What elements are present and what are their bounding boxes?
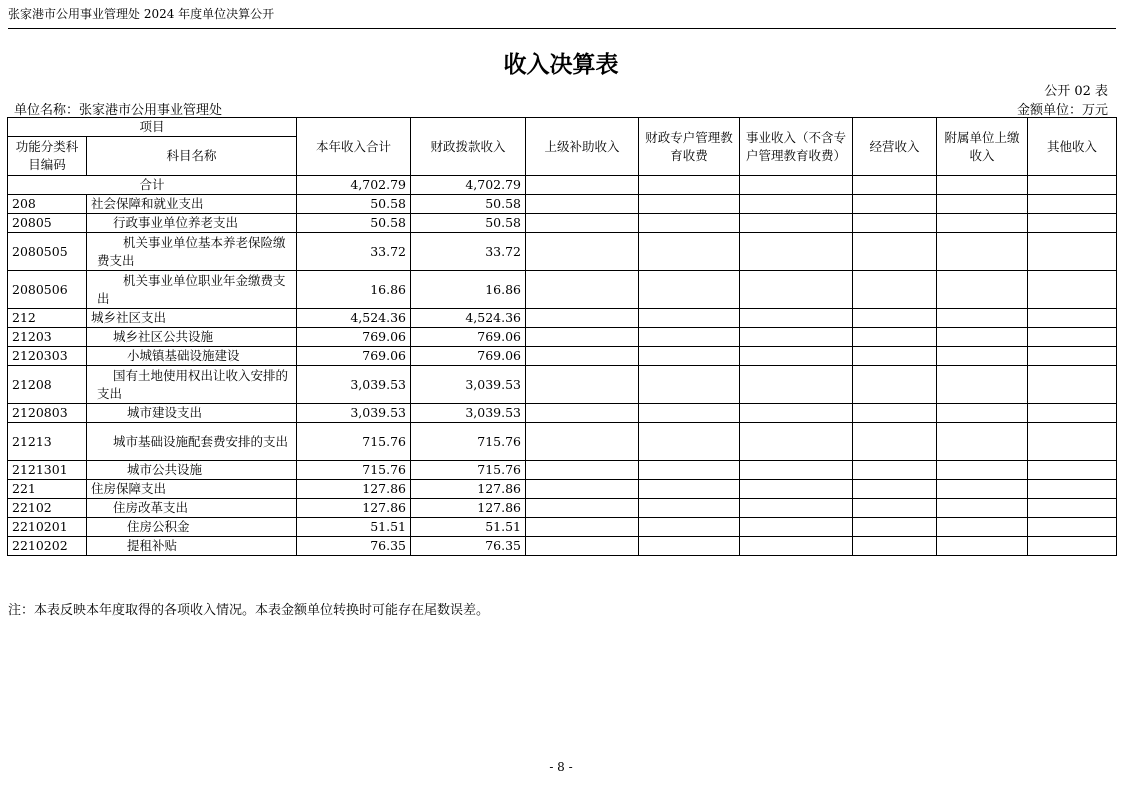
row-fiscal: 4,524.36 — [411, 309, 526, 328]
row-code: 2120303 — [8, 347, 87, 366]
row-fiscal: 715.76 — [411, 423, 526, 461]
row-fiscal: 3,039.53 — [411, 404, 526, 423]
header-name: 科目名称 — [87, 137, 297, 176]
header-total: 本年收入合计 — [297, 118, 411, 176]
row-name: 小城镇基础设施建设 — [87, 347, 297, 366]
table-row — [8, 537, 1117, 556]
row-name: 提租补贴 — [87, 537, 297, 556]
row-total: 127.86 — [297, 480, 411, 499]
row-total: 16.86 — [297, 271, 411, 309]
row-total: 127.86 — [297, 499, 411, 518]
table-row — [8, 271, 1117, 309]
row-name: 机关事业单位基本养老保险缴费支出 — [87, 233, 297, 271]
row-name: 机关事业单位职业年金缴费支出 — [87, 271, 297, 309]
row-name: 城乡社区支出 — [87, 309, 297, 328]
row-name: 住房公积金 — [87, 518, 297, 537]
table-row — [8, 309, 1117, 328]
table-row — [8, 366, 1117, 404]
header-code: 功能分类科目编码 — [8, 137, 87, 176]
row-name: 城市建设支出 — [87, 404, 297, 423]
row-fiscal: 769.06 — [411, 347, 526, 366]
header-edu-fee: 财政专户管理教育收费 — [639, 118, 740, 176]
row-total: 33.72 — [297, 233, 411, 271]
row-fiscal: 715.76 — [411, 461, 526, 480]
row-name: 住房保障支出 — [87, 480, 297, 499]
row-code: 2080506 — [8, 271, 87, 309]
row-name: 国有土地使用权出让收入安排的支出 — [87, 366, 297, 404]
row-code: 221 — [8, 480, 87, 499]
table-row — [8, 195, 1117, 214]
row-fiscal: 127.86 — [411, 499, 526, 518]
row-code: 208 — [8, 195, 87, 214]
table-row — [8, 480, 1117, 499]
row-total: 3,039.53 — [297, 366, 411, 404]
row-total: 76.35 — [297, 537, 411, 556]
row-fiscal: 3,039.53 — [411, 366, 526, 404]
table-code: 公开 02 表 — [1044, 84, 1108, 99]
row-code: 2210201 — [8, 518, 87, 537]
header-fiscal: 财政拨款收入 — [411, 118, 526, 176]
table-row — [8, 214, 1117, 233]
page-number: - 8 - — [549, 760, 573, 774]
row-code: 2080505 — [8, 233, 87, 271]
table-row — [8, 347, 1117, 366]
row-fiscal: 50.58 — [411, 214, 526, 233]
row-code: 2210202 — [8, 537, 87, 556]
money-unit: 金额单位：万元 — [1016, 103, 1108, 118]
table-row — [8, 499, 1117, 518]
header-item-group: 项目 — [8, 118, 297, 137]
row-code: 20805 — [8, 214, 87, 233]
table-row — [8, 233, 1117, 271]
table-row — [8, 404, 1117, 423]
row-total: 51.51 — [297, 518, 411, 537]
row-code: 22102 — [8, 499, 87, 518]
total-label: 合计 — [8, 176, 297, 195]
header-business: 事业收入（不含专户管理教育收费） — [740, 118, 853, 176]
row-total: 715.76 — [297, 461, 411, 480]
row-fiscal: 769.06 — [411, 328, 526, 347]
row-fiscal: 76.35 — [411, 537, 526, 556]
row-name: 行政事业单位养老支出 — [87, 214, 297, 233]
total-row — [8, 176, 1117, 195]
total-amount: 4,702.79 — [297, 176, 411, 195]
table-row — [8, 423, 1117, 461]
row-code: 21203 — [8, 328, 87, 347]
table-row — [8, 328, 1117, 347]
row-total: 50.58 — [297, 214, 411, 233]
row-total: 50.58 — [297, 195, 411, 214]
page-title: 收入决算表 — [503, 52, 619, 78]
row-code: 212 — [8, 309, 87, 328]
header-superior: 上级补助收入 — [526, 118, 639, 176]
row-fiscal: 50.58 — [411, 195, 526, 214]
row-name: 城乡社区公共设施 — [87, 328, 297, 347]
table-note: 注：本表反映本年度取得的各项收入情况。本表金额单位转换时可能存在尾数误差。 — [8, 603, 490, 618]
income-table — [7, 117, 1117, 556]
table-row — [8, 461, 1117, 480]
row-name: 住房改革支出 — [87, 499, 297, 518]
row-total: 4,524.36 — [297, 309, 411, 328]
row-total: 769.06 — [297, 347, 411, 366]
running-header: 张家港市公用事业管理处 2024 年度单位决算公开 — [8, 7, 275, 21]
table-row — [8, 518, 1117, 537]
row-name: 社会保障和就业支出 — [87, 195, 297, 214]
header-affiliated: 附属单位上缴收入 — [937, 118, 1028, 176]
row-code: 21208 — [8, 366, 87, 404]
header-other: 其他收入 — [1028, 118, 1117, 176]
row-code: 21213 — [8, 423, 87, 461]
row-total: 769.06 — [297, 328, 411, 347]
total-fiscal: 4,702.79 — [411, 176, 526, 195]
row-fiscal: 127.86 — [411, 480, 526, 499]
header-operating: 经营收入 — [853, 118, 937, 176]
row-name: 城市基础设施配套费安排的支出 — [87, 423, 297, 461]
row-fiscal: 16.86 — [411, 271, 526, 309]
header-divider — [8, 28, 1116, 29]
row-total: 715.76 — [297, 423, 411, 461]
unit-name: 单位名称：张家港市公用事业管理处 — [14, 103, 223, 118]
row-fiscal: 51.51 — [411, 518, 526, 537]
row-code: 2120803 — [8, 404, 87, 423]
row-name: 城市公共设施 — [87, 461, 297, 480]
row-code: 2121301 — [8, 461, 87, 480]
row-total: 3,039.53 — [297, 404, 411, 423]
row-fiscal: 33.72 — [411, 233, 526, 271]
